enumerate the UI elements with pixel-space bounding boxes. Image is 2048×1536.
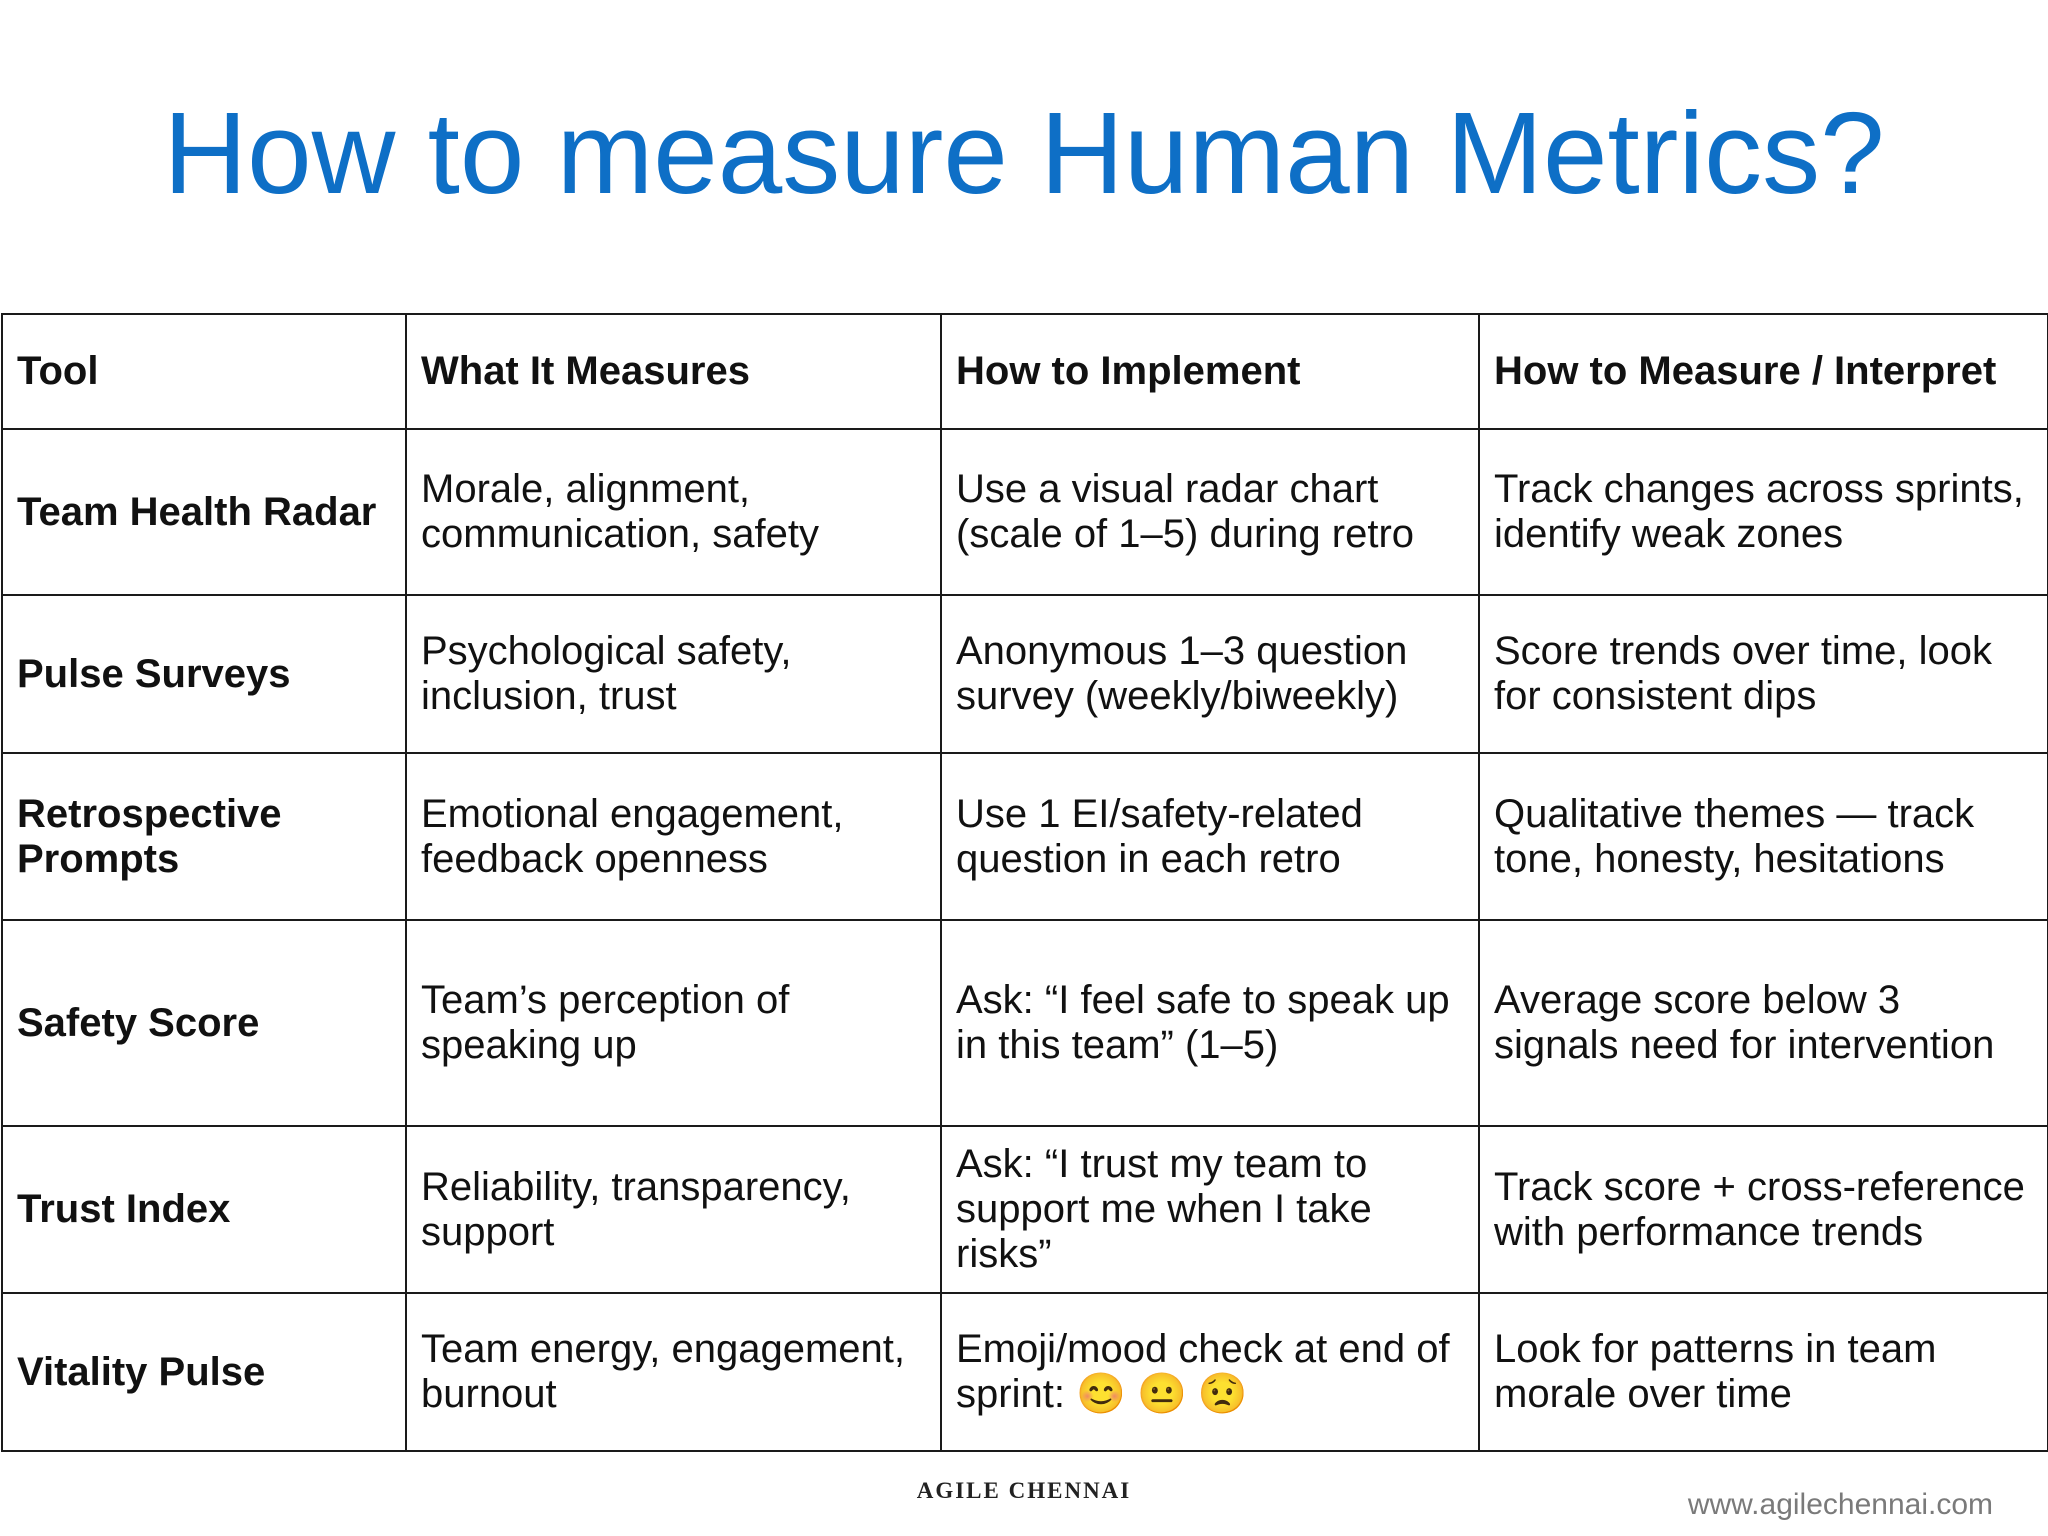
header-tool: Tool <box>2 314 406 429</box>
tool-cell: Vitality Pulse <box>2 1293 406 1451</box>
header-how-to-measure: How to Measure / Interpret <box>1479 314 2048 429</box>
interpret-cell: Qualitative themes — track tone, honesty, hesitations <box>1479 753 2048 920</box>
interpret-cell: Track changes across sprints, identify weak zones <box>1479 429 2048 595</box>
page-title: How to measure Human Metrics? <box>163 88 1885 218</box>
interpret-cell: Score trends over time, look for consistent dips <box>1479 595 2048 753</box>
measures-cell: Psychological safety, inclusion, trust <box>406 595 941 753</box>
measures-cell: Team energy, engagement, burnout <box>406 1293 941 1451</box>
header-what-it-measures: What It Measures <box>406 314 941 429</box>
implement-cell: Use a visual radar chart (scale of 1–5) during retro <box>941 429 1479 595</box>
tool-cell: Trust Index <box>2 1126 406 1293</box>
implement-cell: Use 1 EI/safety-related question in each retro <box>941 753 1479 920</box>
footer-url: www.agilechennai.com <box>1687 1488 1993 1521</box>
tool-cell: Pulse Surveys <box>2 595 406 753</box>
footer-brand: AGILE CHENNAI <box>916 1478 1132 1503</box>
tool-cell: Retrospective Prompts <box>2 753 406 920</box>
table-row <box>2 1126 2048 1293</box>
table-row <box>2 595 2048 753</box>
table-row <box>2 1293 2048 1451</box>
table-header-row <box>2 314 2048 429</box>
measures-cell: Emotional engagement, feedback openness <box>406 753 941 920</box>
header-how-to-implement: How to Implement <box>941 314 1479 429</box>
measures-cell: Morale, alignment, communication, safety <box>406 429 941 595</box>
metrics-table <box>1 313 2048 1452</box>
measures-cell: Reliability, transparency, support <box>406 1126 941 1293</box>
implement-cell: Anonymous 1–3 question survey (weekly/biweekly) <box>941 595 1479 753</box>
interpret-cell: Track score + cross-reference with performance trends <box>1479 1126 2048 1293</box>
table-row <box>2 429 2048 595</box>
interpret-cell: Average score below 3 signals need for intervention <box>1479 920 2048 1126</box>
implement-cell: Ask: “I feel safe to speak up in this team” (1–5) <box>941 920 1479 1126</box>
implement-cell: Emoji/mood check at end of sprint: 😊 😐 😟 <box>941 1293 1479 1451</box>
table-row <box>2 920 2048 1126</box>
tool-cell: Team Health Radar <box>2 429 406 595</box>
measures-cell: Team’s perception of speaking up <box>406 920 941 1126</box>
implement-cell: Ask: “I trust my team to support me when I take risks” <box>941 1126 1479 1293</box>
tool-cell: Safety Score <box>2 920 406 1126</box>
interpret-cell: Look for patterns in team morale over time <box>1479 1293 2048 1451</box>
table-row <box>2 753 2048 920</box>
